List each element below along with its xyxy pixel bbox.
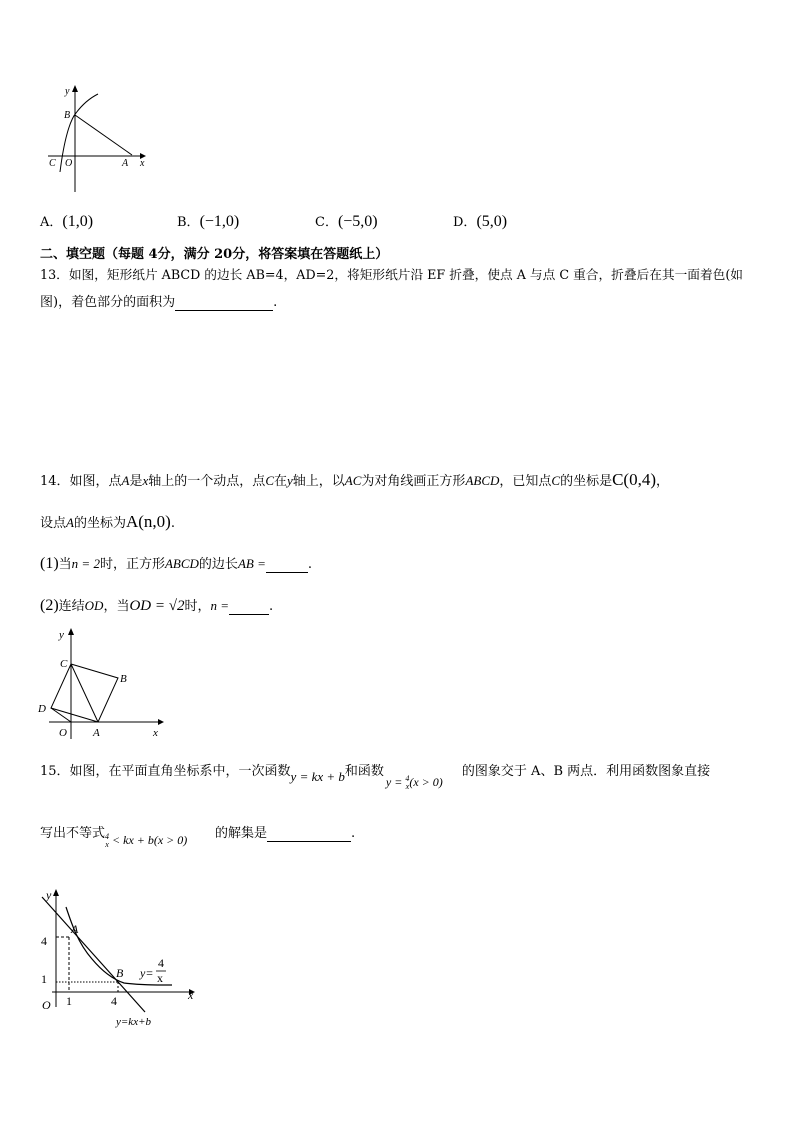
var-A: A — [66, 515, 74, 530]
text: . — [351, 826, 356, 841]
formula-part: (x > 0) — [409, 775, 443, 789]
q12-option-a[interactable] — [40, 211, 93, 231]
formula-linear: y = kx + b — [290, 769, 345, 784]
text: ， — [656, 474, 670, 489]
option-letter: D． — [453, 215, 477, 230]
text: . — [307, 557, 312, 572]
q12-option-b[interactable] — [177, 211, 239, 231]
x-axis-arrow-icon — [158, 719, 164, 725]
fig14-label-B: B — [120, 673, 127, 685]
coord-A: A(n,0) — [125, 512, 171, 531]
q14-line1 — [40, 470, 669, 490]
y-axis-arrow-icon — [72, 85, 78, 92]
q14-part1 — [40, 553, 312, 573]
fig15-tick-4y: 4 — [41, 934, 47, 948]
fig15-line-label: y=kx+b — [116, 1016, 151, 1028]
var-C: C — [551, 473, 561, 488]
option-value: (−5,0) — [337, 213, 378, 230]
var-x: x — [142, 473, 149, 488]
option-letter: A． — [40, 215, 63, 230]
var-AB: AB = — [237, 556, 266, 571]
text: 的图象交于 A、B 两点．利用函数图象直接 — [461, 764, 711, 779]
fig14-label-A: A — [93, 727, 100, 739]
formula-part: < kx + b(x > 0) — [112, 833, 188, 847]
condition: n = 2 — [71, 556, 100, 571]
inequality — [105, 823, 215, 850]
text: 15．如图，在平面直角坐标系中，一次函数 — [40, 764, 291, 779]
fig12-label-x: x — [140, 158, 145, 169]
text: 是 — [129, 474, 143, 489]
var-ABCD: ABCD — [465, 473, 500, 488]
numerator: 4 — [405, 774, 410, 784]
option-value: (−1,0) — [199, 213, 240, 230]
formula-part: y = — [385, 775, 403, 789]
text: 写出不等式 — [40, 826, 106, 841]
option-letter: C． — [315, 215, 338, 230]
fig12-label-O: O — [65, 158, 73, 169]
fig12-label-B: B — [64, 110, 71, 121]
q12-option-d[interactable] — [453, 211, 507, 231]
formula-inverse — [384, 761, 462, 792]
fig14-label-O: O — [59, 727, 67, 739]
var-y: y — [287, 473, 293, 488]
option-value: (1,0) — [62, 213, 94, 230]
q13-answer-blank[interactable] — [175, 295, 273, 311]
fig15-tick-1x: 1 — [66, 994, 72, 1008]
text: 的解集是 — [215, 826, 268, 841]
text: 设点 — [40, 516, 67, 531]
q15-answer-blank[interactable] — [267, 826, 351, 842]
segment-OD — [51, 708, 71, 722]
denominator: x — [105, 840, 109, 850]
var-OD: OD — [84, 598, 104, 613]
part-number: (1) — [40, 555, 59, 572]
var-AC: AC — [344, 473, 362, 488]
fig15-label-A: A — [71, 922, 79, 936]
text: 和函数 — [344, 764, 384, 779]
text: ，当 — [103, 599, 130, 614]
q12-option-c[interactable] — [315, 211, 378, 231]
q14-part2-answer-blank[interactable] — [229, 599, 269, 615]
coord-C: C(0,4) — [612, 470, 657, 489]
fig15-curve-label-pre: y= — [140, 966, 154, 980]
text: 时，正方形 — [99, 557, 165, 572]
fig15-curve-label-num: 4 — [158, 956, 164, 970]
fig15-curve-label-den: x — [157, 971, 163, 985]
fig15-label-O: O — [42, 998, 51, 1012]
q14-figure — [35, 622, 170, 742]
var-C: C — [265, 473, 274, 488]
q13-line1: 13．如图，矩形纸片 ABCD 的边长 AB=4，AD=2，将矩形纸片沿 EF 折叠，使点 A 与点 C 重合，折叠后在其一面着色(如 — [40, 267, 743, 282]
text: 的坐标是 — [560, 474, 613, 489]
q12-figure — [40, 80, 160, 200]
var-A: A — [121, 473, 130, 488]
text: 的坐标为 — [73, 516, 126, 531]
fig15-label-B: B — [116, 966, 124, 980]
y-axis-arrow-icon — [53, 889, 59, 896]
fig14-label-y: y — [59, 629, 64, 641]
fig15-tick-4x: 4 — [111, 994, 117, 1008]
q13-line2-suffix: . — [273, 295, 278, 310]
text: 轴上的一个动点，点 — [148, 474, 266, 489]
fig12-label-C: C — [49, 158, 56, 169]
fig14-label-D: D — [38, 703, 46, 715]
text: 连结 — [58, 599, 85, 614]
q15-line1 — [40, 760, 711, 792]
fig15-label-x: x — [188, 988, 194, 1002]
q13-line2-prefix: 图)，着色部分的面积为 — [40, 295, 176, 310]
q14-part1-answer-blank[interactable] — [266, 557, 308, 573]
fig15-label-y: y — [46, 888, 52, 902]
q14-part2 — [40, 595, 273, 615]
text: ，已知点 — [499, 474, 552, 489]
text: 在 — [273, 474, 287, 489]
segment-BA — [75, 115, 132, 155]
condition: OD = √2 — [129, 598, 185, 614]
text: 当 — [58, 557, 72, 572]
text: 14．如图，点 — [40, 474, 122, 489]
fig14-label-C: C — [60, 658, 68, 670]
fig12-label-y: y — [65, 86, 70, 97]
q15-figure — [32, 885, 207, 1030]
fig15-tick-1y: 1 — [41, 972, 47, 986]
fraction — [105, 833, 109, 849]
text: . — [170, 516, 175, 531]
var-ABCD: ABCD — [164, 556, 199, 571]
fig14-label-x: x — [153, 727, 158, 739]
y-axis-arrow-icon — [68, 628, 74, 635]
denominator: x — [405, 782, 410, 792]
text: 轴上，以 — [292, 474, 345, 489]
text: 为对角线画正方形 — [361, 474, 466, 489]
diagonal-AC — [71, 664, 98, 722]
text: 的边长 — [198, 557, 238, 572]
option-value: (5,0) — [476, 213, 508, 230]
text: 时， — [184, 599, 211, 614]
q15-line2 — [40, 822, 356, 850]
fig12-label-A: A — [122, 158, 129, 169]
line-kx-b — [42, 897, 145, 1012]
var-n: n = — [210, 598, 230, 613]
option-letter: B． — [177, 215, 200, 230]
q14-line2 — [40, 512, 175, 532]
q13-line2 — [40, 291, 277, 311]
section-title: 二、填空题（每题 4分，满分 20分，将答案填在答题纸上） — [40, 247, 389, 262]
part-number: (2) — [40, 597, 59, 614]
text: . — [269, 599, 274, 614]
numerator: 4 — [105, 832, 110, 842]
